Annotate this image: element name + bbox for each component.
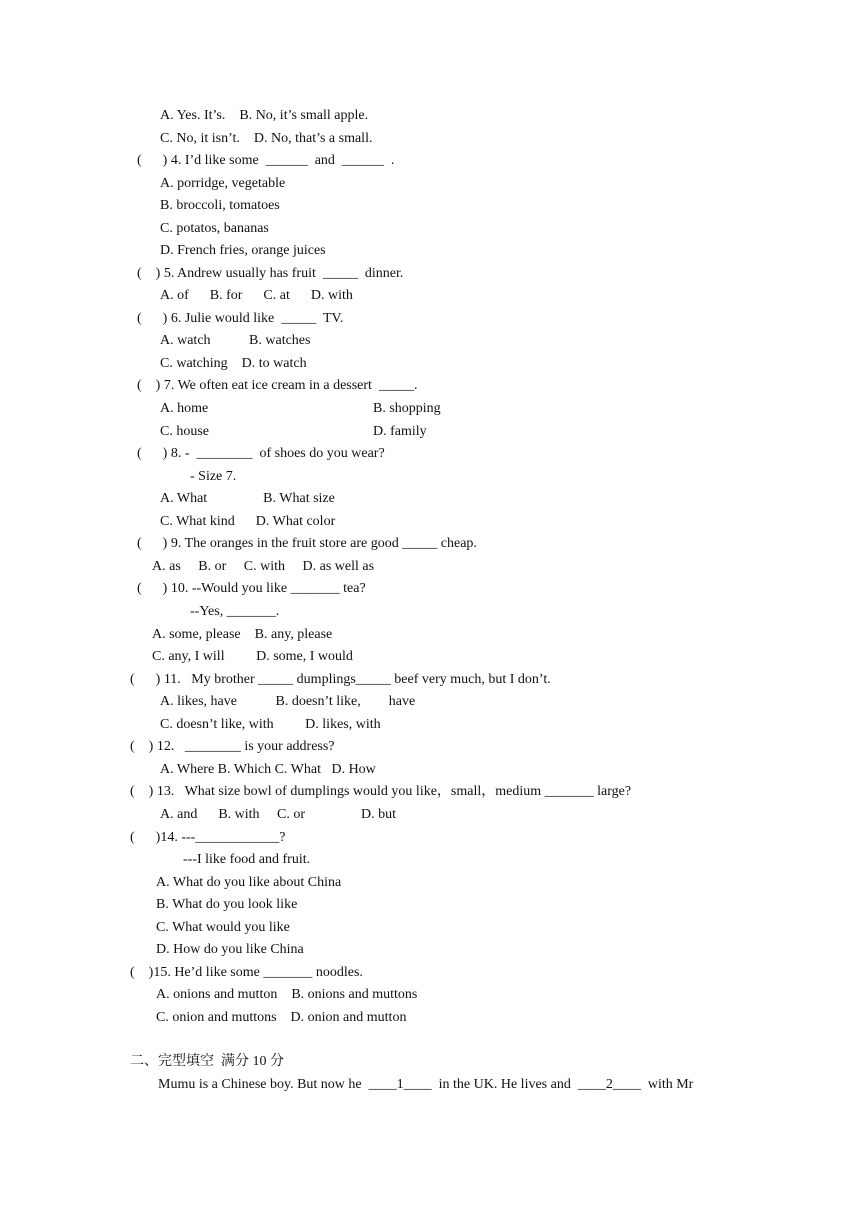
q11-options-line2: C. doesn’t like, with D. likes, with (160, 717, 381, 732)
q14-option-a: A. What do you like about China (156, 875, 342, 890)
question-7: ( ) 7. We often eat ice cream in a dessert _____. (137, 378, 418, 393)
question-10: ( ) 10. --Would you like _______ tea? (137, 581, 366, 596)
question-12: ( ) 12. ________ is your address? (130, 739, 335, 754)
q10-answer-line: --Yes, _______. (190, 604, 280, 619)
question-14: ( )14. ---____________? (130, 830, 286, 845)
question-8: ( ) 8. - ________ of shoes do you wear? (137, 446, 385, 461)
cloze-passage-line1 (158, 1077, 693, 1093)
question-4: ( ) 4. I’d like some ______ and ______ . (137, 153, 395, 168)
q11-options-line1: A. likes, have B. doesn’t like, have (160, 694, 416, 709)
question-15: ( )15. He’d like some _______ noodles. (130, 965, 363, 980)
q8-answer-line: - Size 7. (190, 469, 237, 484)
q8-options-line1: A. What B. What size (160, 491, 335, 506)
q7-option-a: A. home (160, 401, 209, 416)
q6-options-line1: A. watch B. watches (160, 333, 311, 348)
question-13: ( ) 13. What size bowl of dumplings would you like，small，medium _______ large? (130, 784, 632, 799)
question-6: ( ) 6. Julie would like _____ TV. (137, 311, 344, 326)
q14-option-b: B. What do you look like (156, 897, 298, 912)
q4-option-d: D. French fries, orange juices (160, 243, 326, 258)
q14-answer-line: ---I like food and fruit. (183, 852, 311, 867)
q4-option-b: B. broccoli, tomatoes (160, 198, 280, 213)
q7-option-c: C. house (160, 424, 209, 439)
question-5: ( ) 5. Andrew usually has fruit _____ dinner. (137, 266, 404, 281)
q15-options-line1: A. onions and mutton B. onions and muttons (156, 987, 418, 1002)
question-9: ( ) 9. The oranges in the fruit store are good _____ cheap. (137, 536, 477, 551)
q15-options-line2: C. onion and muttons D. onion and mutton (156, 1010, 407, 1025)
q8-options-line2: C. What kind D. What color (160, 514, 336, 529)
q4-option-c: C. potatos, bananas (160, 221, 269, 236)
blank-2: ____2____ (577, 1077, 641, 1092)
q12-options: A. Where B. Which C. What D. How (160, 762, 376, 777)
question-11: ( ) 11. My brother _____ dumplings_____ beef very much, but I don’t. (130, 672, 551, 687)
q3-options-line1: A. Yes. It’s. B. No, it’s small apple. (160, 108, 369, 123)
q3-options-line2: C. No, it isn’t. D. No, that’s a small. (160, 131, 373, 146)
passage-text-3: with Mr (640, 1077, 694, 1092)
passage-text-1: Mumu is a Chinese boy. But now he (158, 1077, 369, 1092)
section-2-heading: 二、完型填空 满分 10 分 (130, 1054, 284, 1069)
q9-options: A. as B. or C. with D. as well as (152, 559, 375, 574)
q10-options-line1: A. some, please B. any, please (152, 627, 333, 642)
blank-1: ____1____ (368, 1077, 432, 1092)
q6-options-line2: C. watching D. to watch (160, 356, 307, 371)
q5-options: A. of B. for C. at D. with (160, 288, 353, 303)
q7-option-d: D. family (373, 424, 427, 439)
q10-options-line2: C. any, I will D. some, I would (152, 649, 353, 664)
q13-options: A. and B. with C. or D. but (160, 807, 397, 822)
q4-option-a: A. porridge, vegetable (160, 176, 286, 191)
q7-option-b: B. shopping (373, 401, 441, 416)
q14-option-c: C. What would you like (156, 920, 290, 935)
q14-option-d: D. How do you like China (156, 942, 304, 957)
passage-text-2: in the UK. He lives and (431, 1077, 578, 1092)
